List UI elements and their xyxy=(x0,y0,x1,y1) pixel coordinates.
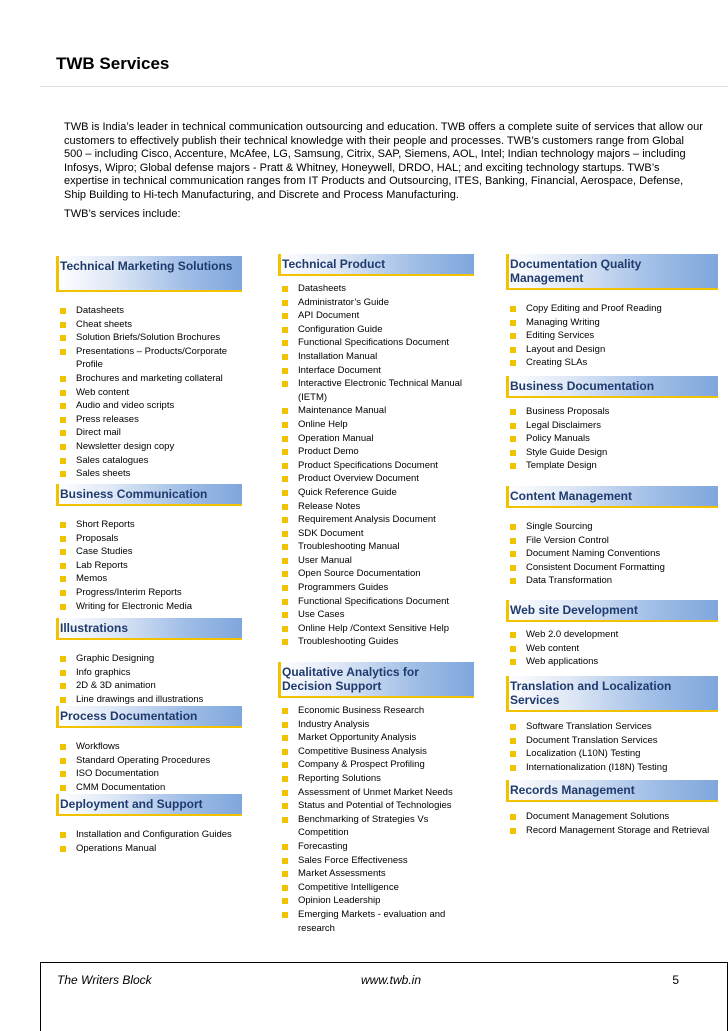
page-title: TWB Services xyxy=(56,54,170,73)
list-item: Localization (L10N) Testing xyxy=(506,747,718,761)
list-item: Datasheets xyxy=(56,304,242,318)
list-item: Software Translation Services xyxy=(506,720,718,734)
list-item: Template Design xyxy=(506,459,718,473)
list-item: Online Help xyxy=(278,418,474,432)
list-item: Memos xyxy=(56,572,242,586)
list-item: Forecasting xyxy=(278,840,474,854)
list-item: Newsletter design copy xyxy=(56,440,242,454)
list-item: Quick Reference Guide xyxy=(278,486,474,500)
list-item: Line drawings and illustrations xyxy=(56,693,242,707)
list-item: SDK Document xyxy=(278,527,474,541)
service-list xyxy=(506,720,718,774)
list-item: 2D & 3D animation xyxy=(56,679,242,693)
service-list xyxy=(56,304,242,481)
service-list xyxy=(56,740,242,794)
list-item: Web applications xyxy=(506,655,718,669)
service-list xyxy=(506,628,718,669)
list-item: Troubleshooting Guides xyxy=(278,635,474,649)
list-item: Interactive Electronic Technical Manual (IETM) xyxy=(278,377,474,404)
list-item: Internationalization (I18N) Testing xyxy=(506,761,718,775)
services-intro: TWB’s services include: xyxy=(64,208,181,220)
list-item: Operation Manual xyxy=(278,432,474,446)
section-website-development xyxy=(506,600,718,669)
list-item: Maintenance Manual xyxy=(278,404,474,418)
service-list xyxy=(56,518,242,613)
section-heading: Deployment and Support xyxy=(56,794,242,816)
list-item: Document Naming Conventions xyxy=(506,547,718,561)
list-item: Presentations – Products/Corporate Profile xyxy=(56,345,242,372)
list-item: User Manual xyxy=(278,554,474,568)
list-item: Graphic Designing xyxy=(56,652,242,666)
list-item: Opinion Leadership xyxy=(278,894,474,908)
list-item: Sales Force Effectiveness xyxy=(278,854,474,868)
section-records-management xyxy=(506,780,718,837)
list-item: Online Help /Context Sensitive Help xyxy=(278,622,474,636)
list-item: File Version Control xyxy=(506,534,718,548)
list-item: Reporting Solutions xyxy=(278,772,474,786)
list-item: Interface Document xyxy=(278,364,474,378)
list-item: Writing for Electronic Media xyxy=(56,600,242,614)
list-item: Managing Writing xyxy=(506,316,718,330)
list-item: Installation and Configuration Guides xyxy=(56,828,242,842)
list-item: Consistent Document Formatting xyxy=(506,561,718,575)
section-qualitative-analytics xyxy=(278,662,474,935)
list-item: Document Translation Services xyxy=(506,734,718,748)
list-item: Assessment of Unmet Market Needs xyxy=(278,786,474,800)
list-item: Company & Prospect Profiling xyxy=(278,758,474,772)
service-list xyxy=(278,704,474,935)
section-heading: Qualitative Analytics for Decision Support xyxy=(278,662,474,698)
list-item: Data Transformation xyxy=(506,574,718,588)
section-heading: Business Documentation xyxy=(506,376,718,398)
list-item: Web content xyxy=(56,386,242,400)
list-item: Product Demo xyxy=(278,445,474,459)
list-item: Use Cases xyxy=(278,608,474,622)
section-heading: Process Documentation xyxy=(56,706,242,728)
list-item: Status and Potential of Technologies xyxy=(278,799,474,813)
list-item: Programmers Guides xyxy=(278,581,474,595)
list-item: Record Management Storage and Retrieval xyxy=(506,824,718,838)
list-item: Configuration Guide xyxy=(278,323,474,337)
list-item: Web 2.0 development xyxy=(506,628,718,642)
section-illustrations xyxy=(56,618,242,706)
section-heading: Content Management xyxy=(506,486,718,508)
list-item: Emerging Markets - evaluation and research xyxy=(278,908,474,935)
section-heading: Technical Product xyxy=(278,254,474,276)
section-heading: Translation and Localization Services xyxy=(506,676,718,712)
list-item: Legal Disclaimers xyxy=(506,419,718,433)
section-heading: Business Communication xyxy=(56,484,242,506)
list-item: CMM Documentation xyxy=(56,781,242,795)
list-item: Administrator’s Guide xyxy=(278,296,474,310)
list-item: Business Proposals xyxy=(506,405,718,419)
list-item: Installation Manual xyxy=(278,350,474,364)
section-process-documentation xyxy=(56,706,242,794)
list-item: Info graphics xyxy=(56,666,242,680)
page-footer xyxy=(40,962,728,1031)
list-item: Competitive Intelligence xyxy=(278,881,474,895)
list-item: Cheat sheets xyxy=(56,318,242,332)
section-business-communication xyxy=(56,484,242,613)
list-item: Functional Specifications Document xyxy=(278,595,474,609)
list-item: Market Opportunity Analysis xyxy=(278,731,474,745)
section-heading: Technical Marketing Solutions xyxy=(56,256,242,292)
section-heading: Illustrations xyxy=(56,618,242,640)
list-item: Progress/Interim Reports xyxy=(56,586,242,600)
list-item: Datasheets xyxy=(278,282,474,296)
list-item: Competitive Business Analysis xyxy=(278,745,474,759)
list-item: Case Studies xyxy=(56,545,242,559)
list-item: Audio and video scripts xyxy=(56,399,242,413)
section-doc-quality xyxy=(506,254,718,370)
list-item: Press releases xyxy=(56,413,242,427)
list-item: Operations Manual xyxy=(56,842,242,856)
section-technical-marketing xyxy=(56,256,242,481)
list-item: Single Sourcing xyxy=(506,520,718,534)
list-item: Proposals xyxy=(56,532,242,546)
list-item: Release Notes xyxy=(278,500,474,514)
list-item: Brochures and marketing collateral xyxy=(56,372,242,386)
service-list xyxy=(506,302,718,370)
list-item: Layout and Design xyxy=(506,343,718,357)
list-item: Style Guide Design xyxy=(506,446,718,460)
list-item: Market Assessments xyxy=(278,867,474,881)
list-item: Editing Services xyxy=(506,329,718,343)
section-deployment-support xyxy=(56,794,242,855)
list-item: Troubleshooting Manual xyxy=(278,540,474,554)
list-item: Industry Analysis xyxy=(278,718,474,732)
service-list xyxy=(278,282,474,649)
service-list xyxy=(56,652,242,706)
list-item: Requirement Analysis Document xyxy=(278,513,474,527)
section-heading: Documentation Quality Management xyxy=(506,254,718,290)
list-item: Product Overview Document xyxy=(278,472,474,486)
intro-paragraph: TWB is India’s leader in technical communication outsourcing and education. TWB offers a complete suite of services that allow our customers to effectively publish their technical knowledge with their people and processes. TWB’s customers range from Global 500 – including Cisco, Accenture, McAfee, LG, Samsung, Citrix, SAP, Siemens, AOL, Intel; Indian technology majors – including Infosys, Wipro; Global defense majors - Pratt & Whitney, Honeywell, DRDO, HAL; and exciting technology startups. TWB’s expertise in technical communication ranges from IT Products and Outsourcing, ITES, Banking, Financial, Aerospace, Defense, Ship Building to Hi-tech Manufacturing, and Discrete and Process Manufacturing. xyxy=(64,121,703,201)
footer-company: The Writers Block xyxy=(57,973,152,987)
list-item: Solution Briefs/Solution Brochures xyxy=(56,331,242,345)
section-content-management xyxy=(506,486,718,588)
section-technical-product xyxy=(278,254,474,649)
list-item: Document Management Solutions xyxy=(506,810,718,824)
list-item: Sales sheets xyxy=(56,467,242,481)
list-item: ISO Documentation xyxy=(56,767,242,781)
section-heading: Records Management xyxy=(506,780,718,802)
section-translation-localization xyxy=(506,676,718,774)
service-list xyxy=(56,828,242,855)
list-item: Copy Editing and Proof Reading xyxy=(506,302,718,316)
footer-website: www.twb.in xyxy=(361,973,422,987)
list-item: Benchmarking of Strategies Vs Competition xyxy=(278,813,474,840)
title-divider xyxy=(40,86,728,87)
list-item: Policy Manuals xyxy=(506,432,718,446)
list-item: Workflows xyxy=(56,740,242,754)
list-item: API Document xyxy=(278,309,474,323)
list-item: Sales catalogues xyxy=(56,454,242,468)
list-item: Standard Operating Procedures xyxy=(56,754,242,768)
list-item: Web content xyxy=(506,642,718,656)
service-list xyxy=(506,810,718,837)
list-item: Open Source Documentation xyxy=(278,567,474,581)
service-list xyxy=(506,520,718,588)
list-item: Short Reports xyxy=(56,518,242,532)
list-item: Direct mail xyxy=(56,426,242,440)
page-number: 5 xyxy=(672,973,679,987)
service-list xyxy=(506,405,718,473)
section-heading: Web site Development xyxy=(506,600,718,622)
list-item: Product Specifications Document xyxy=(278,459,474,473)
list-item: Economic Business Research xyxy=(278,704,474,718)
list-item: Functional Specifications Document xyxy=(278,336,474,350)
list-item: Lab Reports xyxy=(56,559,242,573)
section-business-documentation xyxy=(506,376,718,473)
list-item: Creating SLAs xyxy=(506,356,718,370)
